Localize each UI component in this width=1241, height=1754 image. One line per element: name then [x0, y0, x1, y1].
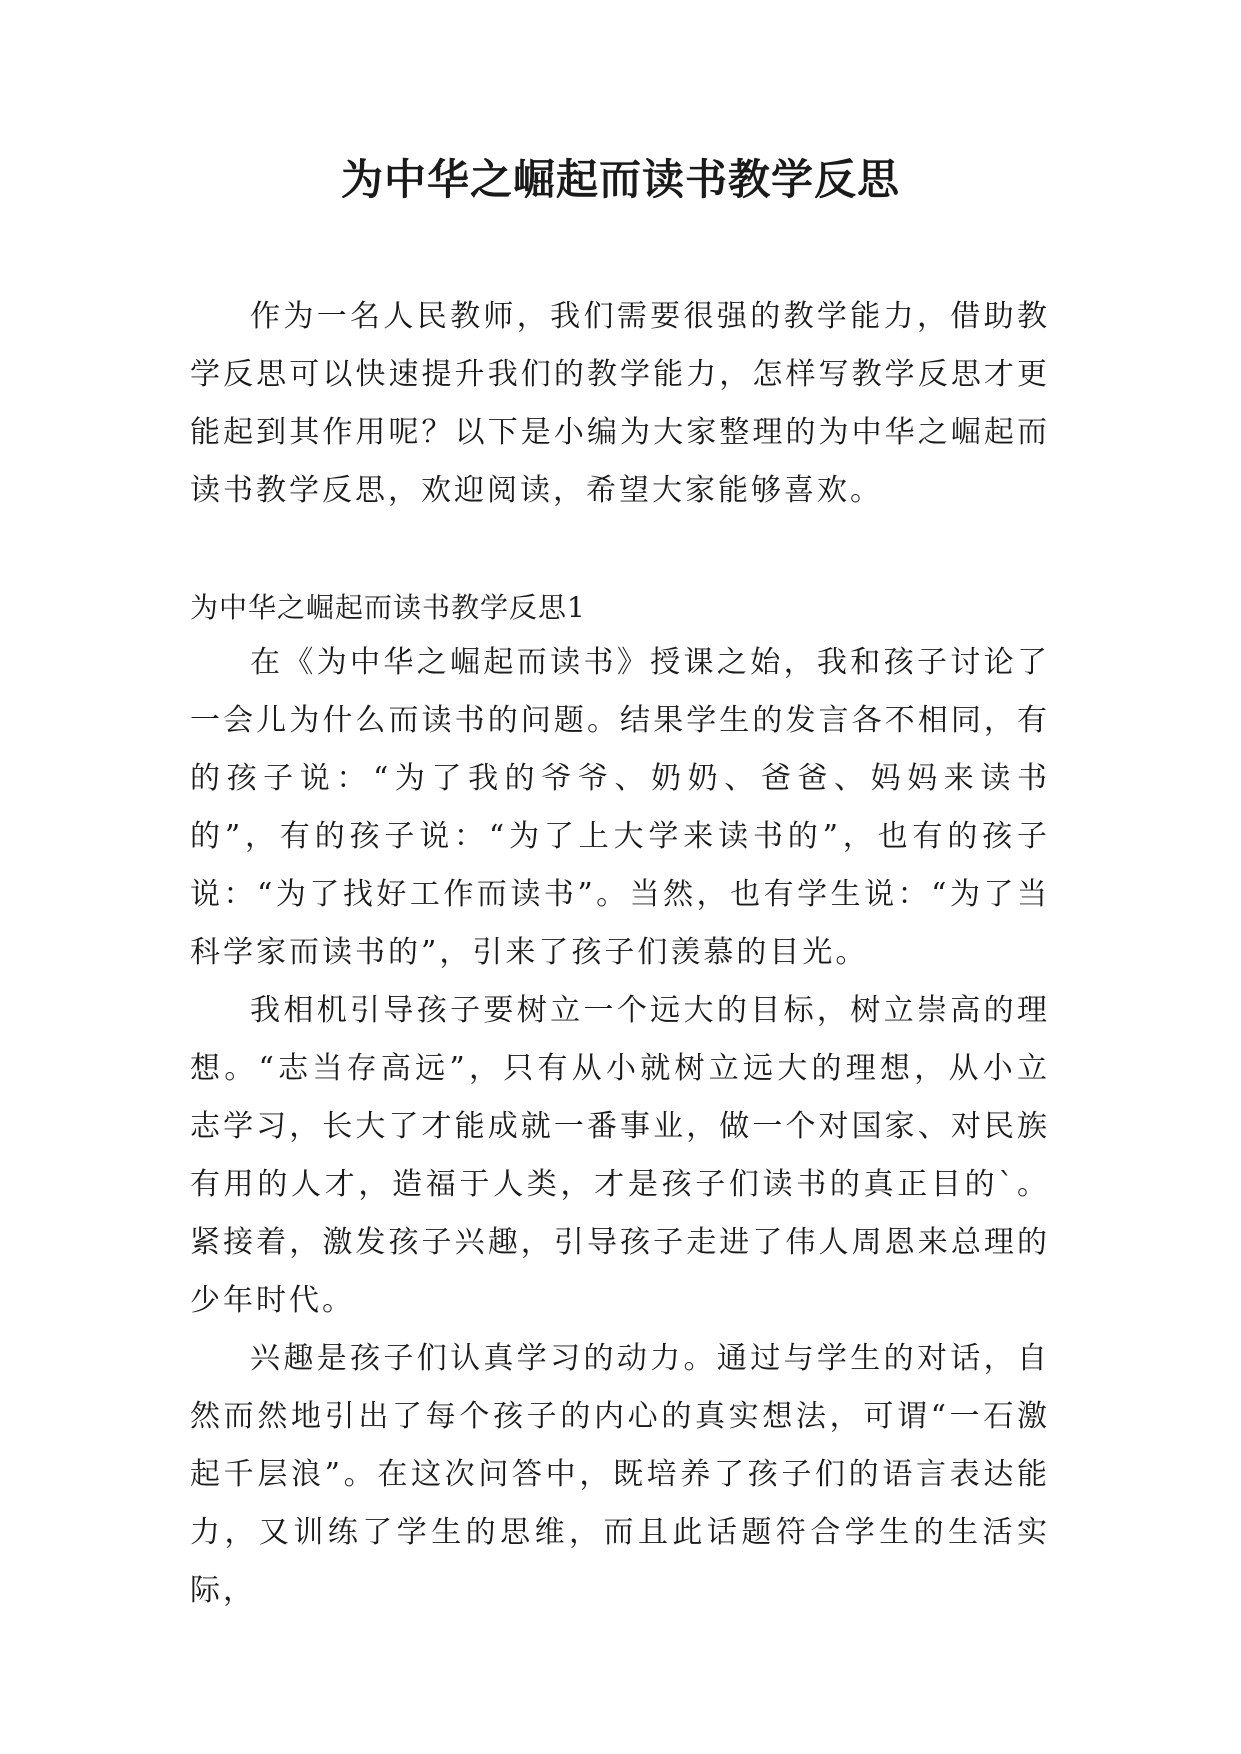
body-paragraph-2: 我相机引导孩子要树立一个远大的目标，树立崇高的理想。“志当存高远”，只有从小就树立远大的理想，从小立志学习，长大了才能成就一番事业，做一个对国家、对民族有用的人才，造福于人类，才是孩子们读书的真正目的`。紧接着，激发孩子兴趣，引导孩子走进了伟人周恩来总理的少年时代。 [190, 993, 1050, 1318]
body-paragraph-3: 兴趣是孩子们认真学习的动力。通过与学生的对话，自然而然地引出了每个孩子的内心的真实想法，可谓“一石激起千层浪”。在这次问答中，既培养了孩子们的语言表达能力，又训练了学生的思维，而且此话题符合学生的生活实际， [190, 1341, 1050, 1608]
document-body [190, 288, 1050, 1620]
intro-paragraph: 作为一名人民教师，我们需要很强的教学能力，借助教学反思可以快速提升我们的教学能力，怎样写教学反思才更能起到其作用呢？以下是小编为大家整理的为中华之崛起而读书教学反思，欢迎阅读，希望大家能够喜欢。 [190, 299, 1050, 508]
section-heading: 为中华之崛起而读书教学反思1 [190, 591, 586, 624]
document-title: 为中华之崛起而读书教学反思 [340, 155, 900, 204]
body-paragraph-1: 在《为中华之崛起而读书》授课之始，我和孩子讨论了一会儿为什么而读书的问题。结果学生的发言各不相同，有的孩子说：“为了我的爷爷、奶奶、爸爸、妈妈来读书的”，有的孩子说：“为了上大学来读书的”，也有的孩子说：“为了找好工作而读书”。当然，也有学生说：“为了当科学家而读书的”，引来了孩子们羡慕的目光。 [190, 645, 1050, 970]
